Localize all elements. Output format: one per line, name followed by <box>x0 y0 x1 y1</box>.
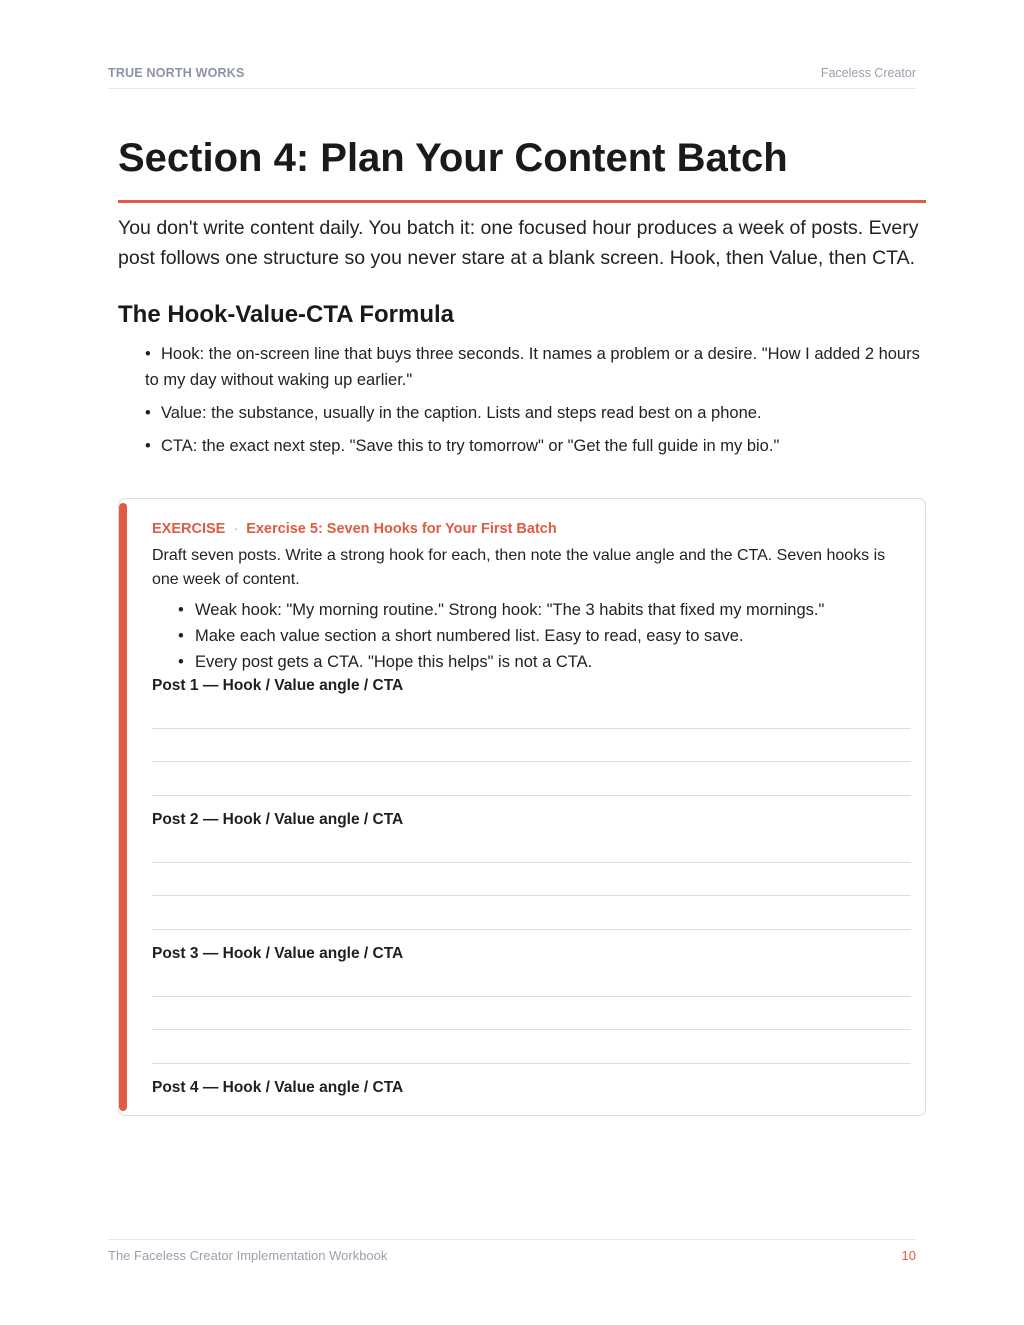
exercise-eyebrow <box>152 519 911 539</box>
exercise-tips <box>152 597 911 675</box>
post-writing-area <box>152 675 911 809</box>
writing-line[interactable] <box>152 1063 911 1064</box>
list-item: • CTA: the exact next step. "Save this to try tomorrow" or "Get the full guide in my bio." <box>145 433 926 459</box>
formula-list <box>118 341 926 459</box>
post-label: Post 4 — Hook / Value angle / CTA <box>152 1079 404 1096</box>
bullet-icon: • <box>145 437 151 455</box>
footer-title: The Faceless Creator Implementation Workbook <box>108 1248 388 1263</box>
post-label: Post 1 — Hook / Value angle / CTA <box>152 677 404 694</box>
exercise-description: Draft seven posts. Write a strong hook for each, then note the value angle and the CTA. Seven hooks is one week of content. <box>152 547 886 588</box>
section-content <box>118 132 926 466</box>
writing-line[interactable] <box>152 929 911 930</box>
section-intro: You don't write content daily. You batch it: one focused hour produces a week of posts. Every post follows one structure so you never stare at a blank screen. Hook, then Value, then CTA. <box>118 217 919 269</box>
exercise-accent-bar <box>119 503 127 1111</box>
post-writing-area <box>152 1077 911 1107</box>
eyebrow-separator: · <box>233 521 239 537</box>
post-writing-area <box>152 809 911 943</box>
section-title: Section 4: Plan Your Content Batch <box>118 132 926 203</box>
bullet-icon: • <box>145 345 151 363</box>
page-header <box>108 66 916 89</box>
bullet-icon: • <box>178 601 184 619</box>
brand-name: TRUE NORTH WORKS <box>108 66 245 80</box>
writing-line[interactable] <box>152 728 911 729</box>
writing-line[interactable] <box>152 795 911 796</box>
document-tag: Faceless Creator <box>820 66 916 80</box>
writing-line[interactable] <box>152 996 911 997</box>
list-item: • Every post gets a CTA. "Hope this helps" is not a CTA. <box>178 649 911 675</box>
formula-heading: The Hook-Value-CTA Formula <box>118 301 455 328</box>
post-writing-area <box>152 943 911 1077</box>
list-item: • Value: the substance, usually in the caption. Lists and steps read best on a phone. <box>145 400 926 426</box>
list-item: • Hook: the on-screen line that buys three seconds. It names a problem or a desire. "How I added 2 hours to my day without waking up earlier." <box>145 341 926 393</box>
writing-line[interactable] <box>152 895 911 896</box>
bullet-icon: • <box>145 404 151 422</box>
exercise-card <box>118 498 926 1116</box>
post-label: Post 2 — Hook / Value angle / CTA <box>152 811 404 828</box>
post-label: Post 3 — Hook / Value angle / CTA <box>152 945 404 962</box>
exercise-tag: EXERCISE <box>152 521 226 537</box>
writing-line[interactable] <box>152 1029 911 1030</box>
bullet-icon: • <box>178 653 184 671</box>
exercise-title: Exercise 5: Seven Hooks for Your First Batch <box>246 521 557 537</box>
page-footer <box>108 1239 916 1270</box>
list-item: • Weak hook: "My morning routine." Strong hook: "The 3 habits that fixed my mornings." <box>178 597 911 623</box>
writing-line[interactable] <box>152 862 911 863</box>
bullet-icon: • <box>178 627 184 645</box>
writing-line[interactable] <box>152 761 911 762</box>
page-number: 10 <box>901 1248 916 1263</box>
list-item: • Make each value section a short numbered list. Easy to read, easy to save. <box>178 623 911 649</box>
